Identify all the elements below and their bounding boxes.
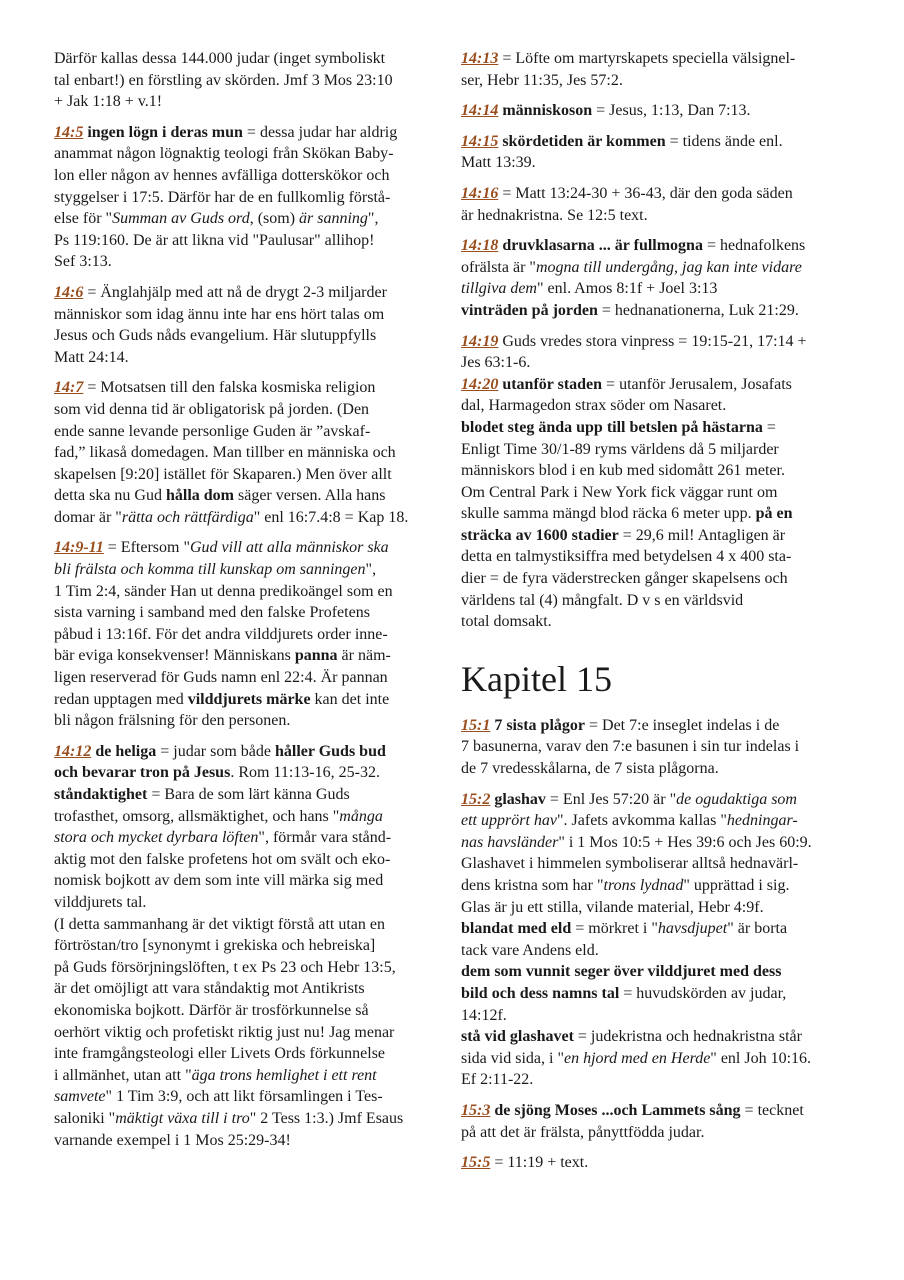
text-line: [461, 983, 853, 1005]
text-line: [54, 784, 439, 806]
text-line: [461, 940, 853, 962]
verse-reference-link[interactable]: 14:14: [461, 102, 499, 120]
text-run: dal, Harmagedon strax söder om Nasaret.: [461, 397, 727, 415]
text-run: ekonomiska bojkott. Därför är trosförkunnelse så: [54, 1001, 369, 1019]
text-line: [461, 235, 853, 257]
text-run: människors blod i en kub med sidomått 261 meter.: [461, 462, 785, 480]
verse-reference-link[interactable]: 14:5: [54, 123, 84, 141]
text-line: [54, 559, 439, 581]
text-run: inte framgångsteologi eller Livets Ords förkunnelse: [54, 1045, 386, 1063]
bold-term: ståndaktighet: [54, 786, 148, 803]
text-line: [461, 152, 853, 174]
paragraph-15-3: [461, 1100, 853, 1143]
text-line: [54, 741, 439, 763]
verse-reference-link[interactable]: 14:13: [461, 50, 499, 67]
text-line: [54, 667, 439, 689]
text-run: = dessa judar har aldrig: [242, 123, 398, 141]
text-line: [54, 485, 439, 507]
text-line: [461, 1152, 853, 1174]
text-run: människor som idag ännu inte har ens hört talas om: [54, 305, 385, 323]
text-line: [54, 464, 439, 486]
bold-term: och bevarar tron på Jesus: [54, 764, 231, 782]
text-run: Jes 63:1-6.: [461, 354, 531, 372]
right-column: [461, 48, 853, 1183]
text-run: dens kristna som har ": [461, 877, 604, 894]
text-run: ligen reserverad för Guds namn enl 22:4. Är pannan: [54, 669, 388, 687]
italic-quote: tillgiva dem: [461, 280, 537, 298]
text-line: [461, 1026, 853, 1048]
text-run: ". Jafets avkomma kallas ": [557, 812, 727, 830]
text-run: skulle samma mängd blod räcka 6 meter upp.: [461, 505, 756, 523]
italic-quote: havsdjupet: [657, 920, 728, 938]
text-line: [54, 849, 439, 871]
text-line: [54, 914, 439, 936]
bold-term: utanför staden: [502, 375, 603, 393]
text-line: [54, 304, 439, 326]
italic-quote: de ogudaktiga som: [676, 790, 797, 808]
text-line: [461, 789, 853, 811]
italic-quote: mogna till undergång, jag kan inte vidare: [535, 258, 802, 276]
text-line: [54, 978, 439, 1000]
text-run: " 2 Tess 1:3.) Jmf Esaus: [249, 1109, 404, 1127]
paragraph-15-2: [461, 789, 853, 1091]
text-line: [54, 165, 439, 187]
text-run: " enl Joh 10:16.: [710, 1049, 812, 1067]
text-run: = hednafolkens: [702, 237, 806, 255]
verse-reference-link[interactable]: 14:20: [461, 375, 499, 393]
bold-term: 7 sista plågor: [494, 716, 585, 734]
text-line: [461, 352, 853, 374]
text-line: [54, 957, 439, 979]
text-run: = Matt 13:24-30 + 36-43, där den goda säden: [498, 184, 793, 202]
text-run: lon eller någon av hennes avfälliga dotterskökor och: [54, 166, 390, 184]
text-run: Ps 119:160. De är att likna vid "Paulusar" allihop!: [54, 231, 375, 249]
text-run: = 29,6 mil! Antagligen är: [618, 526, 786, 544]
text-run: " enl. Amos 8:1f + Joel 3:13: [536, 280, 718, 298]
text-run: trofasthet, omsorg, allsmäktighet, och hans ": [54, 807, 340, 825]
text-line: [54, 187, 439, 209]
text-line: [461, 568, 853, 590]
text-line: [54, 1043, 439, 1065]
text-run: ende sanne levande personlige Guden är ”avskaf-: [54, 422, 371, 440]
text-line: [461, 205, 853, 227]
italic-quote: stora och mycket dyrbara löften: [54, 829, 259, 847]
text-run: 1 Tim 2:4, sänder Han ut denna predikoängel som en: [54, 582, 393, 600]
text-line: [461, 300, 853, 322]
text-run: , (som): [249, 210, 300, 228]
bold-term: sträcka av 1600 stadier: [461, 526, 619, 544]
text-run: förtröstan/tro [synonymt i grekiska och hebreiska]: [54, 937, 376, 955]
text-run: =: [762, 418, 776, 436]
text-run: = tecknet: [740, 1101, 804, 1119]
verse-reference-link[interactable]: 15:1: [461, 716, 491, 734]
text-run: " upprättad i sig.: [683, 877, 790, 894]
text-run: nomisk bojkott av dem som inte vill märka sig med: [54, 872, 384, 890]
text-line: [54, 91, 439, 113]
verse-reference-link[interactable]: 14:9-11: [54, 539, 104, 557]
text-run: = 11:19 + text.: [490, 1154, 589, 1172]
text-run: på Guds försörjningslöften, t ex Ps 23 och Hebr 13:5,: [54, 958, 396, 976]
left-column: [54, 48, 439, 1160]
text-run: Därför kallas dessa 144.000 judar (inget symboliskt: [54, 50, 386, 67]
italic-quote: samvete: [54, 1088, 106, 1106]
paragraph-14-16: [461, 183, 853, 226]
text-line: [54, 710, 439, 732]
text-run: ",: [367, 210, 379, 228]
text-line: [54, 122, 439, 144]
italic-quote: rätta och rättfärdiga: [121, 508, 254, 526]
text-line: [54, 377, 439, 399]
text-run: säger versen. Alla hans: [234, 487, 386, 505]
paragraph-15-5: [461, 1152, 853, 1174]
text-line: [461, 439, 853, 461]
text-run: fad,” likaså domedagen. Man tillber en människa och: [54, 444, 396, 462]
text-run: kan det inte: [310, 690, 390, 708]
text-line: [461, 590, 853, 612]
text-run: Jesus och Guds nåds evangelium. Här slutuppfylls: [54, 327, 377, 345]
text-line: [461, 183, 853, 205]
text-run: skapelsen [9:20] istället för Skaparen.) Men över allt: [54, 465, 392, 483]
text-run: aktig mot den falske profetens hot om svält och eko-: [54, 850, 391, 868]
paragraph-14-19-20: [461, 331, 853, 633]
text-run: är det omöjligt att vara ståndaktig mot Antikrists: [54, 980, 365, 998]
text-run: anammat någon lögnaktig teologi från Skökan Baby-: [54, 145, 394, 163]
text-run: påbud i 13:16f. För det andra vilddjurets order inne-: [54, 625, 388, 643]
text-line: [461, 897, 853, 919]
text-run: = utanför Jerusalem, Josafats: [602, 375, 792, 393]
chapter-heading: Kapitel 15: [461, 658, 612, 699]
text-line: [54, 689, 439, 711]
verse-reference-link[interactable]: 14:6: [54, 283, 84, 301]
text-line: [461, 257, 853, 279]
text-run: vilddjurets tal.: [54, 893, 147, 911]
text-run: i allmänhet, utan att ": [54, 1066, 192, 1084]
text-run: total domsakt.: [461, 613, 552, 631]
text-line: [54, 581, 439, 603]
bold-term: glashav: [494, 790, 546, 808]
text-line: [54, 935, 439, 957]
text-run: sista varning i samband med den falske Profetens: [54, 604, 370, 622]
text-line: [54, 208, 439, 230]
text-run: . Rom 11:13-16, 25-32.: [230, 764, 380, 782]
text-run: tal enbart!) en förstling av skörden. Jmf 3 Mos 23:10: [54, 71, 393, 89]
verse-reference-link[interactable]: 15:5: [461, 1154, 491, 1172]
italic-quote: äga trons hemlighet i ett rent: [191, 1066, 377, 1084]
text-line: [461, 918, 853, 940]
text-line: [461, 1048, 853, 1070]
paragraph-14-14: [461, 100, 853, 122]
text-run: dier = de fyra väderstrecken gånger skapelsens och: [461, 570, 788, 588]
text-line: [461, 961, 853, 983]
text-run: = Motsatsen till den falska kosmiska religion: [83, 379, 376, 397]
text-run: " enl 16:7.4:8 = Kap 18.: [253, 508, 409, 526]
text-run: ",: [365, 561, 377, 579]
bold-term: håller Guds bud: [275, 742, 386, 760]
italic-quote: mäktigt växa till i tro: [115, 1109, 250, 1127]
text-run: Glashavet i himmelen symboliserar alltså hednavärl-: [461, 855, 799, 873]
italic-quote: hedningar-: [726, 812, 798, 830]
bold-term: blandat med eld: [461, 920, 572, 938]
bold-term: ingen lögn i deras mun: [87, 123, 243, 141]
text-run: + Jak 1:18 + v.1!: [54, 93, 163, 111]
text-run: Glas är ju ett stilla, vilande material, Hebr 4:9f.: [461, 898, 764, 916]
text-line: [54, 1022, 439, 1044]
text-line: [54, 507, 439, 529]
text-line: [461, 70, 853, 92]
paragraph-14-7: [54, 377, 439, 528]
bold-term: de sjöng Moses ...och Lammets sång: [494, 1101, 741, 1119]
text-run: " i 1 Mos 10:5 + Hes 39:6 och Jes 60:9.: [558, 833, 812, 851]
italic-quote: trons lydnad: [603, 877, 684, 894]
text-run: oerhört viktig och profetiskt riktig just nu! Jag menar: [54, 1023, 395, 1041]
text-run: = huvudskörden av judar,: [619, 984, 787, 1002]
text-line: [461, 460, 853, 482]
verse-reference-link[interactable]: 14:7: [54, 379, 84, 397]
text-run: = mörkret i ": [571, 920, 658, 938]
text-line: [461, 810, 853, 832]
text-run: " är borta: [727, 920, 788, 938]
text-run: bli någon frälsning för den personen.: [54, 712, 291, 730]
paragraph-14-18: [461, 235, 853, 321]
text-run: redan upptagen med: [54, 690, 188, 708]
text-line: [461, 48, 853, 70]
text-line: [54, 762, 439, 784]
text-run: ofrälsta är ": [461, 258, 536, 276]
text-line: [54, 645, 439, 667]
bold-term: på en: [755, 505, 793, 523]
text-line: [54, 1108, 439, 1130]
italic-quote: många: [339, 807, 383, 825]
text-line: [461, 1100, 853, 1122]
verse-reference-link[interactable]: 14:18: [461, 237, 499, 255]
text-line: [461, 525, 853, 547]
text-line: [461, 758, 853, 780]
text-line: [54, 624, 439, 646]
text-run: Ef 2:11-22.: [461, 1071, 534, 1089]
text-run: på att det är frälsta, pånyttfödda judar.: [461, 1123, 705, 1141]
bold-term: människoson: [502, 102, 593, 120]
bold-term: blodet steg ända upp till betslen på hästarna: [461, 418, 763, 436]
text-line: [461, 611, 853, 633]
text-line: [461, 503, 853, 525]
bold-term: hålla dom: [165, 487, 234, 505]
text-run: (I detta sammanhang är det viktigt förstå att utan en: [54, 915, 385, 933]
verse-reference-link[interactable]: 15:3: [461, 1101, 491, 1119]
text-run: 14:12f.: [461, 1006, 507, 1024]
text-line: [54, 325, 439, 347]
text-run: sida vid sida, i ": [461, 1049, 564, 1067]
text-line: [461, 1069, 853, 1091]
bold-term: panna: [294, 647, 338, 665]
text-run: " 1 Tim 3:9, och att likt församlingen i Tes-: [105, 1088, 383, 1106]
verse-reference-link[interactable]: 14:19: [461, 332, 499, 350]
text-line: [54, 537, 439, 559]
text-line: [54, 230, 439, 252]
text-line: [461, 1122, 853, 1144]
text-line: [54, 806, 439, 828]
text-line: [54, 892, 439, 914]
text-run: Om Central Park i New York fick väggar runt om: [461, 483, 778, 501]
text-run: = Det 7:e inseglet indelas i de: [585, 716, 780, 734]
text-run: är hednakristna. Se 12:5 text.: [461, 206, 648, 224]
text-line: [461, 100, 853, 122]
bold-term: druvklasarna ... är fullmogna: [502, 237, 703, 255]
text-line: [54, 870, 439, 892]
text-run: Guds vredes stora vinpress = 19:15-21, 17:14 +: [498, 332, 807, 350]
italic-quote: är sanning: [299, 210, 368, 228]
text-run: domar är ": [54, 508, 122, 526]
italic-quote: bli frälsta och komma till kunskap om sanningen: [54, 561, 366, 579]
text-run: = tidens ände enl.: [665, 132, 783, 150]
text-run: Matt 24:14.: [54, 348, 129, 366]
italic-quote: en hjord med en Herde: [563, 1049, 711, 1067]
text-line: [461, 715, 853, 737]
text-line: [461, 853, 853, 875]
bold-term: dem som vunnit seger över vilddjuret med dess: [461, 963, 782, 981]
verse-reference-link[interactable]: 15:2: [461, 790, 491, 808]
text-line: [54, 48, 439, 70]
verse-reference-link[interactable]: 14:15: [461, 132, 499, 150]
text-line: [54, 347, 439, 369]
text-line: [54, 1086, 439, 1108]
text-run: som vid denna tid är obligatorisk på jorden. (Den: [54, 400, 370, 418]
bold-term: skördetiden är kommen: [502, 132, 666, 150]
verse-reference-link[interactable]: 14:16: [461, 184, 499, 202]
text-run: 7 basunerna, varav den 7:e basunen i sin tur indelas i: [461, 738, 800, 756]
verse-reference-link[interactable]: 14:12: [54, 742, 92, 760]
italic-quote: nas havsländer: [461, 833, 559, 851]
text-line: [461, 374, 853, 396]
text-run: = judekristna och hednakristna står: [573, 1028, 802, 1046]
text-line: [461, 546, 853, 568]
paragraph-14-5: [54, 122, 439, 273]
text-run: = Löfte om martyrskapets speciella välsignel-: [498, 50, 796, 67]
text-run: saloniki ": [54, 1109, 116, 1127]
text-line: [461, 482, 853, 504]
text-line: [461, 417, 853, 439]
text-line: [461, 278, 853, 300]
italic-quote: Summan av Guds ord: [112, 210, 250, 228]
text-run: = judar som både: [156, 742, 275, 760]
text-line: [461, 875, 853, 897]
text-run: de 7 vredesskålarna, de 7 sista plågorna.: [461, 760, 719, 778]
text-line: [54, 442, 439, 464]
text-run: är näm-: [337, 647, 391, 665]
text-run: Matt 13:39.: [461, 154, 536, 172]
text-run: = Änglahjälp med att nå de drygt 2-3 miljarder: [83, 283, 387, 301]
text-run: Enligt Time 30/1-89 ryms världens då 5 miljarder: [461, 440, 779, 458]
text-line: [54, 399, 439, 421]
text-line: [461, 331, 853, 353]
text-line: [461, 736, 853, 758]
text-run: = Eftersom ": [103, 539, 190, 557]
text-line: [54, 1130, 439, 1152]
text-line: [461, 131, 853, 153]
bold-term: vilddjurets märke: [187, 690, 311, 708]
paragraph-14-6: [54, 282, 439, 368]
text-run: detta ska nu Gud: [54, 487, 166, 505]
paragraph-14-9-11: [54, 537, 439, 731]
text-run: världens tal (4) mångfalt. D v s en världsvid: [461, 591, 744, 609]
text-line: [54, 282, 439, 304]
text-run: = hednanationerna, Luk 21:29.: [597, 301, 799, 319]
text-run: bär eviga konsekvenser! Människans: [54, 647, 295, 665]
text-line: [461, 1005, 853, 1027]
paragraph-14-12: [54, 741, 439, 1151]
bold-term: vinträden på jorden: [461, 301, 598, 319]
text-run: = Bara de som lärt känna Guds: [147, 786, 350, 803]
text-line: [54, 1065, 439, 1087]
text-run: Sef 3:13.: [54, 253, 112, 271]
text-line: [54, 70, 439, 92]
italic-quote: Gud vill att alla människor ska: [189, 539, 389, 557]
bold-term: stå vid glashavet: [461, 1028, 574, 1046]
text-run: varnande exempel i 1 Mos 25:29-34!: [54, 1131, 291, 1149]
text-run: = Jesus, 1:13, Dan 7:13.: [592, 102, 751, 120]
text-run: detta en talmystiksiffra med betydelsen 4 x 400 sta-: [461, 548, 792, 566]
text-line: [54, 1000, 439, 1022]
text-line: [54, 602, 439, 624]
text-run: ser, Hebr 11:35, Jes 57:2.: [461, 71, 623, 89]
text-line: [461, 395, 853, 417]
text-line: [54, 251, 439, 273]
paragraph-14-13: [461, 48, 853, 91]
paragraph-15-1: [461, 715, 853, 780]
bold-term: de heliga: [95, 742, 157, 760]
text-run: else för ": [54, 210, 113, 228]
text-line: [461, 832, 853, 854]
text-run: styggelser i 17:5. Därför har de en fullkomlig förstå-: [54, 188, 391, 206]
paragraph-14-15: [461, 131, 853, 174]
text-run: ", förmår vara stånd-: [258, 829, 392, 847]
text-line: [54, 421, 439, 443]
text-line: [54, 827, 439, 849]
text-run: tack vare Andens eld.: [461, 941, 599, 959]
paragraph-intro: [54, 48, 439, 113]
text-run: = Enl Jes 57:20 är ": [545, 790, 677, 808]
bold-term: bild och dess namns tal: [461, 984, 620, 1002]
italic-quote: ett upprört hav: [461, 812, 557, 830]
text-line: [54, 143, 439, 165]
